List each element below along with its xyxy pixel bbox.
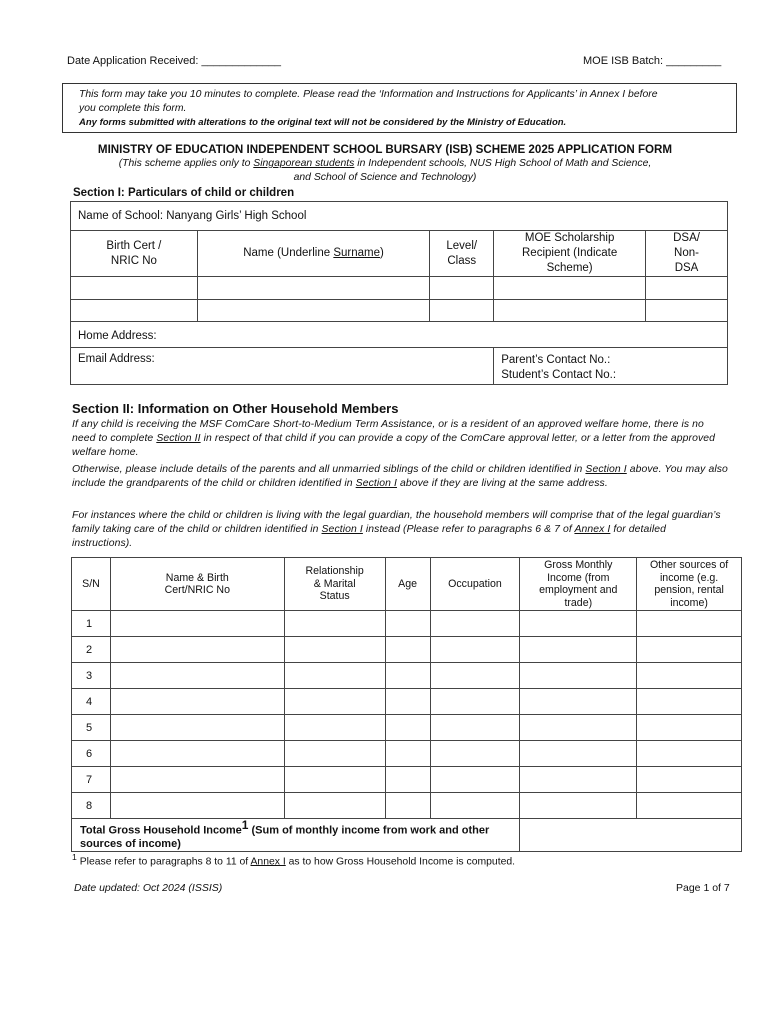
household-row <box>72 741 742 767</box>
school-name: Name of School: Nanyang Girls’ High School <box>71 202 728 231</box>
col-occupation: Occupation <box>430 558 520 611</box>
cell-gross-income[interactable] <box>520 741 637 767</box>
section-1-heading: Section I: Particulars of child or children <box>73 187 295 199</box>
cell-relationship[interactable] <box>284 793 385 819</box>
cell-occupation[interactable] <box>430 715 520 741</box>
cell-relationship[interactable] <box>284 611 385 637</box>
cell-sn: 1 <box>72 611 111 637</box>
footnote-num: 1 <box>72 852 77 862</box>
cell-relationship[interactable] <box>284 663 385 689</box>
notice-box <box>62 83 737 133</box>
col-name-underlined: Surname <box>333 247 381 259</box>
col-dsa: DSA/ Non-DSA <box>646 231 728 277</box>
col-gross-income: Gross Monthly Income (from employment and trade) <box>520 558 637 611</box>
col-name <box>197 231 429 277</box>
p3-link-1: Section I <box>321 524 363 535</box>
p3-link-2: Annex I <box>574 524 611 535</box>
cell-member-name[interactable] <box>110 715 284 741</box>
p3-text-c: for detailed instructions). <box>72 524 666 549</box>
p1-link: Section II <box>156 433 201 444</box>
date-updated: Date updated: Oct 2024 (ISSIS) <box>74 882 223 894</box>
cell-member-name[interactable] <box>110 663 284 689</box>
cell-member-name[interactable] <box>110 637 284 663</box>
cell-scholarship[interactable] <box>494 277 646 300</box>
cell-other-income[interactable] <box>637 741 742 767</box>
cell-sn: 8 <box>72 793 111 819</box>
page-number: Page 1 of 7 <box>676 882 730 894</box>
household-row <box>72 689 742 715</box>
email-address-field[interactable]: Email Address: <box>71 348 494 385</box>
p2-text-a: Otherwise, please include details of the parents and all unmarried siblings of the child or children identified in <box>72 464 586 475</box>
notice-line-1: This form may take you 10 minutes to complete. Please read the ‘Information and Instructions for Applicants’ in Annex I before <box>79 89 658 100</box>
cell-gross-income[interactable] <box>520 793 637 819</box>
cell-sn: 6 <box>72 741 111 767</box>
cell-gross-income[interactable] <box>520 715 637 741</box>
subtitle-suffix: in Independent schools, NUS High School of Math and Science, <box>354 158 652 169</box>
cell-age[interactable] <box>385 741 430 767</box>
cell-other-income[interactable] <box>637 611 742 637</box>
cell-scholarship[interactable] <box>494 300 646 322</box>
cell-dsa[interactable] <box>646 277 728 300</box>
household-row <box>72 611 742 637</box>
col-other-income: Other sources of income (e.g. pension, rental income) <box>637 558 742 611</box>
p2-text-b: above. You may also include the grandparents of the child or children identified in <box>72 464 728 489</box>
cell-sn: 3 <box>72 663 111 689</box>
cell-age[interactable] <box>385 689 430 715</box>
subtitle-prefix: (This scheme applies only to <box>118 158 254 169</box>
household-row <box>72 637 742 663</box>
section-2-paragraph-3 <box>72 509 728 551</box>
cell-sn: 4 <box>72 689 111 715</box>
total-income-label <box>72 819 520 852</box>
parent-contact-field[interactable]: Parent’s Contact No.: <box>501 354 611 366</box>
child-row <box>71 300 728 322</box>
notice-warning: Any forms submitted with alterations to the original text will not be considered by the Ministry of Education. <box>79 117 567 128</box>
p1-text-a: If any child is receiving the MSF ComCare Short-to-Medium Term Assistance, or is a resident of an approved welfare home, there is no need to complete <box>72 419 704 444</box>
cell-relationship[interactable] <box>284 767 385 793</box>
cell-occupation[interactable] <box>430 637 520 663</box>
col-age: Age <box>385 558 430 611</box>
cell-member-name[interactable] <box>110 741 284 767</box>
cell-occupation[interactable] <box>430 689 520 715</box>
cell-gross-income[interactable] <box>520 611 637 637</box>
col-name-prefix: Name (Underline <box>243 247 334 259</box>
cell-name[interactable] <box>197 277 429 300</box>
col-level: Level/ Class <box>430 231 494 277</box>
cell-relationship[interactable] <box>284 715 385 741</box>
cell-birth-cert[interactable] <box>71 277 198 300</box>
notice-line-2: you complete this form. <box>79 103 187 114</box>
section-2-heading: Section II: Information on Other Household Members <box>72 401 399 416</box>
cell-member-name[interactable] <box>110 689 284 715</box>
col-sn: S/N <box>72 558 111 611</box>
cell-occupation[interactable] <box>430 741 520 767</box>
footnote-text-b: as to how Gross Household Income is computed. <box>285 856 516 868</box>
cell-member-name[interactable] <box>110 611 284 637</box>
cell-occupation[interactable] <box>430 663 520 689</box>
cell-other-income[interactable] <box>637 637 742 663</box>
cell-member-name[interactable] <box>110 793 284 819</box>
cell-occupation[interactable] <box>430 767 520 793</box>
cell-age[interactable] <box>385 663 430 689</box>
form-subtitle <box>0 157 770 185</box>
col-birth-cert: Birth Cert / NRIC No <box>71 231 198 277</box>
form-title: MINISTRY OF EDUCATION INDEPENDENT SCHOOL BURSARY (ISB) SCHEME 2025 APPLICATION FORM <box>97 143 673 156</box>
col-member-name: Name & Birth Cert/NRIC No <box>110 558 284 611</box>
p2-link-1: Section I <box>585 464 627 475</box>
cell-age[interactable] <box>385 767 430 793</box>
footnote-link: Annex I <box>250 856 286 868</box>
cell-other-income[interactable] <box>637 715 742 741</box>
total-label-sup: 1 <box>241 818 249 832</box>
p2-text-c: above if they are living at the same address. <box>397 478 608 489</box>
contact-fields[interactable] <box>494 348 728 385</box>
section-1-table <box>70 201 728 385</box>
cell-sn: 7 <box>72 767 111 793</box>
section-2-paragraph-2 <box>72 463 728 491</box>
total-income-value[interactable] <box>520 819 742 852</box>
child-row <box>71 277 728 300</box>
p3-text-a: For instances where the child or children is living with the legal guardian, the household members will comprise that of the legal guardian’s family taking care of the child or children identified in <box>72 510 721 535</box>
cell-relationship[interactable] <box>284 741 385 767</box>
cell-birth-cert[interactable] <box>71 300 198 322</box>
cell-sn: 2 <box>72 637 111 663</box>
cell-name[interactable] <box>197 300 429 322</box>
moe-batch-field: MOE ISB Batch: _________ <box>583 55 722 67</box>
cell-dsa[interactable] <box>646 300 728 322</box>
total-label-rest: (Sum of monthly income from work and other sources of income) <box>80 824 490 850</box>
cell-member-name[interactable] <box>110 767 284 793</box>
cell-other-income[interactable] <box>637 767 742 793</box>
cell-level[interactable] <box>430 277 494 300</box>
cell-occupation[interactable] <box>430 793 520 819</box>
date-received-field: Date Application Received: _____________ <box>67 55 282 67</box>
cell-gross-income[interactable] <box>520 637 637 663</box>
p1-text-b: in respect of that child if you can provide a copy of the ComCare approval letter, or a letter from the approved welfare home. <box>72 433 715 458</box>
p2-link-2: Section I <box>355 478 398 489</box>
cell-occupation[interactable] <box>430 611 520 637</box>
cell-relationship[interactable] <box>284 637 385 663</box>
footnote <box>72 852 515 867</box>
household-row <box>72 663 742 689</box>
col-relationship: Relationship & Marital Status <box>284 558 385 611</box>
cell-other-income[interactable] <box>637 689 742 715</box>
total-label-text: Total Gross Household Income <box>80 824 242 837</box>
cell-other-income[interactable] <box>637 793 742 819</box>
cell-gross-income[interactable] <box>520 767 637 793</box>
cell-sn: 5 <box>72 715 111 741</box>
col-scholarship: MOE Scholarship Recipient (Indicate Scheme) <box>494 231 646 277</box>
cell-gross-income[interactable] <box>520 689 637 715</box>
cell-age[interactable] <box>385 715 430 741</box>
student-contact-field[interactable]: Student’s Contact No.: <box>501 369 617 381</box>
household-table <box>71 557 742 852</box>
cell-other-income[interactable] <box>637 663 742 689</box>
footnote-text-a: Please refer to paragraphs 8 to 11 of <box>76 856 251 868</box>
household-row <box>72 715 742 741</box>
p3-text-b: instead (Please refer to paragraphs 6 & 7 of <box>362 524 575 535</box>
cell-age[interactable] <box>385 793 430 819</box>
cell-gross-income[interactable] <box>520 663 637 689</box>
home-address-field[interactable]: Home Address: <box>71 322 728 348</box>
cell-age[interactable] <box>385 637 430 663</box>
household-row <box>72 767 742 793</box>
section-2-paragraph-1 <box>72 418 728 460</box>
subtitle-underlined: Singaporean students <box>253 158 355 169</box>
cell-relationship[interactable] <box>284 689 385 715</box>
cell-level[interactable] <box>430 300 494 322</box>
household-row <box>72 793 742 819</box>
col-name-suffix: ) <box>380 247 384 259</box>
cell-age[interactable] <box>385 611 430 637</box>
subtitle-line-2: and School of Science and Technology) <box>293 172 477 183</box>
